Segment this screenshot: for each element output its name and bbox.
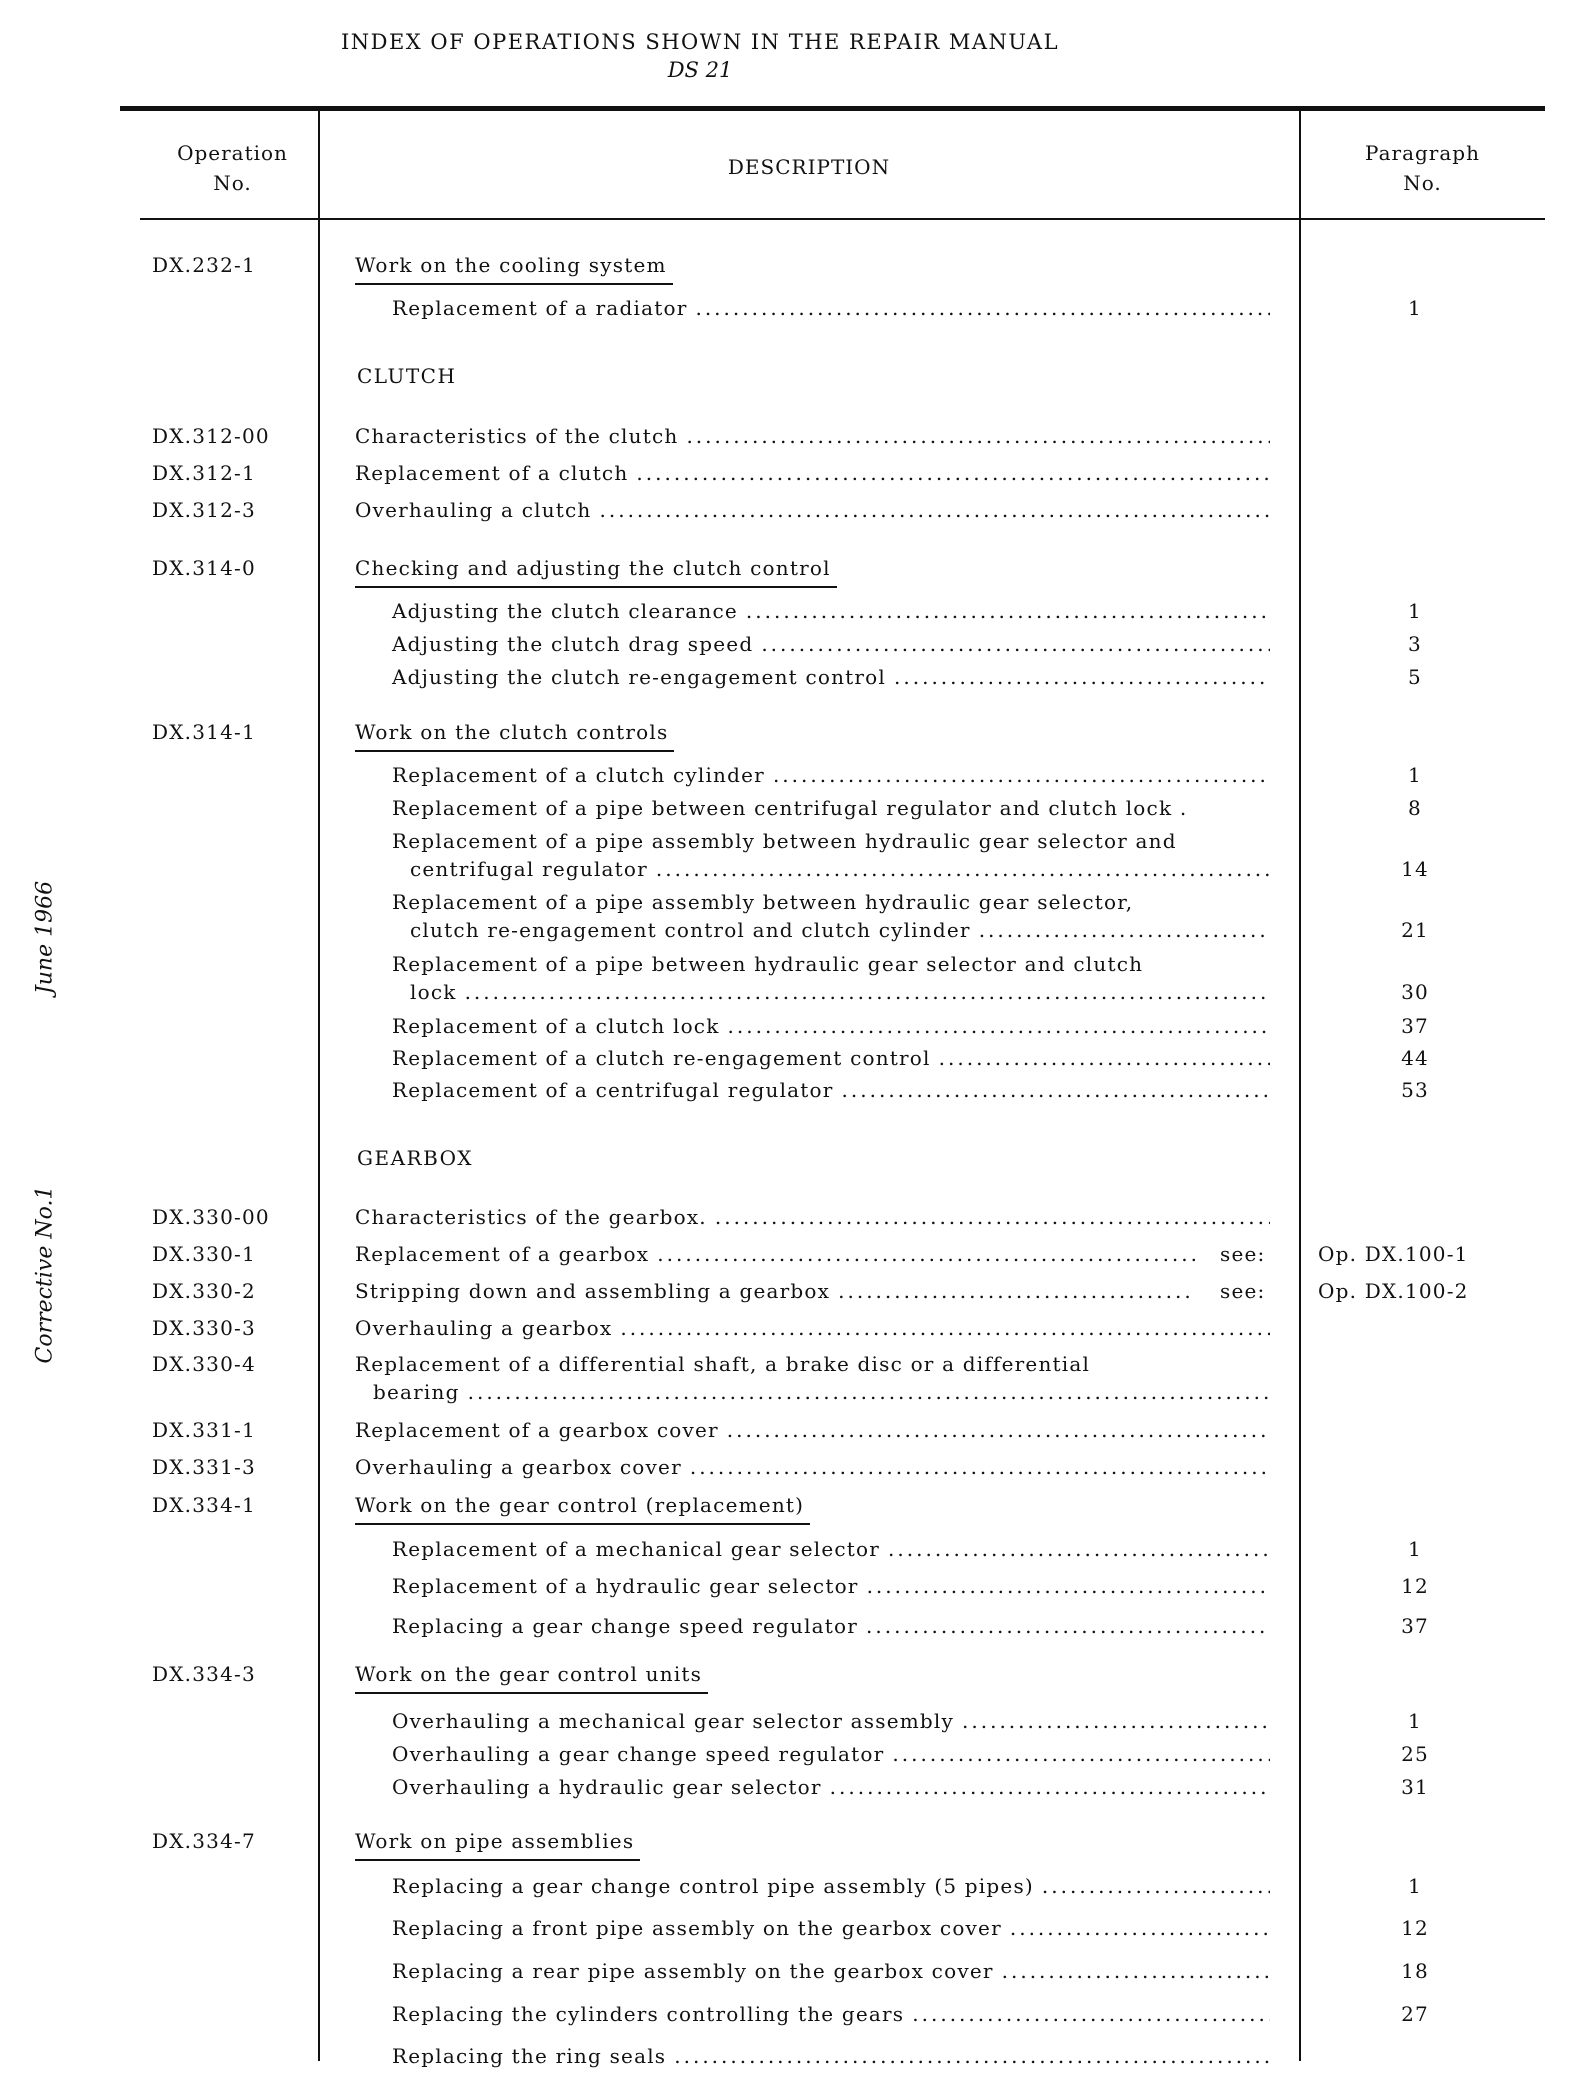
paragraph-number: 1 bbox=[1408, 296, 1422, 320]
operation-number: DX.314-0 bbox=[152, 556, 256, 580]
paragraph-number: 30 bbox=[1401, 980, 1429, 1004]
operation-number: DX.334-7 bbox=[152, 1829, 256, 1853]
paragraph-number: 27 bbox=[1401, 2002, 1429, 2026]
row-description: Replacing the cylinders controlling the gears bbox=[392, 2002, 905, 2026]
row-description: Replacement of a clutch re-engagement control bbox=[392, 1046, 931, 1070]
row-description: Replacing a gear change control pipe assembly (5 pipes) bbox=[392, 1874, 1034, 1898]
group-heading: Work on the clutch controls bbox=[355, 718, 674, 752]
row-description: Overhauling a mechanical gear selector assembly bbox=[392, 1709, 955, 1733]
row-description: Adjusting the clutch drag speed bbox=[392, 632, 754, 656]
top-rule bbox=[120, 106, 1545, 111]
paragraph-number: 1 bbox=[1408, 1537, 1422, 1561]
group-heading: Work on the gear control units bbox=[355, 1660, 708, 1694]
row-description: Replacement of a hydraulic gear selector bbox=[392, 1574, 859, 1598]
row-description: Replacement of a differential shaft, a brake disc or a differential bbox=[355, 1352, 1091, 1376]
operation-number: DX.330-1 bbox=[152, 1242, 256, 1266]
page-subtitle: DS 21 bbox=[667, 58, 733, 82]
row-description: Replacing a front pipe assembly on the gearbox cover bbox=[392, 1916, 1002, 1940]
row-description: Replacement of a pipe assembly between hydraulic gear selector, bbox=[392, 890, 1134, 914]
operation-number: DX.312-1 bbox=[152, 461, 256, 485]
paragraph-number: 31 bbox=[1401, 1775, 1429, 1799]
row-description: Adjusting the clutch re-engagement control bbox=[392, 665, 887, 689]
row-description: Overhauling a clutch bbox=[355, 498, 592, 522]
row-description: Replacement of a clutch cylinder bbox=[392, 763, 765, 787]
row-description: Replacement of a clutch lock bbox=[392, 1014, 720, 1038]
column-divider-left bbox=[318, 111, 320, 2061]
paragraph-number: 1 bbox=[1408, 763, 1422, 787]
operation-number: DX.312-00 bbox=[152, 424, 270, 448]
paragraph-number: 14 bbox=[1401, 857, 1429, 881]
see-label: see: bbox=[1220, 1279, 1266, 1303]
row-description: Replacement of a pipe between centrifugal regulator and clutch lock . bbox=[392, 796, 1188, 820]
operation-number: DX.331-3 bbox=[152, 1455, 256, 1479]
row-description: Replacement of a pipe assembly between hydraulic gear selector and bbox=[392, 829, 1177, 853]
row-description: Overhauling a gearbox cover bbox=[355, 1455, 682, 1479]
paragraph-number: 53 bbox=[1401, 1078, 1429, 1102]
row-description: Adjusting the clutch clearance bbox=[392, 599, 738, 623]
section-gearbox: GEARBOX bbox=[357, 1146, 473, 1170]
side-date: June 1966 bbox=[32, 880, 58, 995]
row-description: Replacing the ring seals bbox=[392, 2044, 667, 2068]
column-header-operation: Operation No. bbox=[177, 141, 288, 195]
paragraph-reference: Op. DX.100-1 bbox=[1318, 1242, 1469, 1266]
row-description: Replacing a rear pipe assembly on the gearbox cover bbox=[392, 1959, 994, 1983]
row-description: Replacement of a mechanical gear selector bbox=[392, 1537, 881, 1561]
row-description: Overhauling a gearbox bbox=[355, 1316, 613, 1340]
page-title: INDEX OF OPERATIONS SHOWN IN THE REPAIR MANUAL bbox=[340, 30, 1060, 54]
row-description: Overhauling a hydraulic gear selector bbox=[392, 1775, 822, 1799]
paragraph-number: 1 bbox=[1408, 599, 1422, 623]
operation-number: DX.331-1 bbox=[152, 1418, 256, 1442]
row-description-cont: clutch re-engagement control and clutch cylinder bbox=[410, 918, 971, 942]
paragraph-number: 25 bbox=[1401, 1742, 1429, 1766]
section-clutch: CLUTCH bbox=[357, 364, 457, 388]
operation-number: DX.312-3 bbox=[152, 498, 256, 522]
paragraph-number: 44 bbox=[1401, 1046, 1429, 1070]
column-header-description: DESCRIPTION bbox=[727, 155, 891, 179]
row-description: Replacement of a centrifugal regulator bbox=[392, 1078, 834, 1102]
group-heading: Work on the gear control (replacement) bbox=[355, 1491, 810, 1525]
row-description: Replacement of a gearbox cover bbox=[355, 1418, 719, 1442]
paragraph-number: 8 bbox=[1408, 796, 1422, 820]
paragraph-number: 5 bbox=[1408, 665, 1422, 689]
column-header-paragraph: Paragraph No. bbox=[1365, 141, 1480, 195]
side-corrective: Corrective No.1 bbox=[32, 1185, 58, 1364]
group-heading: Work on the cooling system bbox=[355, 251, 673, 285]
row-description: Characteristics of the gearbox. bbox=[355, 1205, 707, 1229]
operation-number: DX.314-1 bbox=[152, 720, 256, 744]
row-description-cont: centrifugal regulator bbox=[410, 857, 648, 881]
row-description: Replacement of a radiator bbox=[392, 296, 688, 320]
group-heading: Checking and adjusting the clutch control bbox=[355, 554, 837, 588]
paragraph-number: 21 bbox=[1401, 918, 1429, 942]
row-description-cont: lock bbox=[410, 980, 457, 1004]
row-description: Replacement of a clutch bbox=[355, 461, 629, 485]
row-description: Replacing a gear change speed regulator bbox=[392, 1614, 859, 1638]
operation-number: DX.330-3 bbox=[152, 1316, 256, 1340]
operation-number: DX.330-4 bbox=[152, 1352, 256, 1376]
operation-number: DX.330-00 bbox=[152, 1205, 270, 1229]
header-rule bbox=[140, 218, 1545, 220]
row-description: Characteristics of the clutch bbox=[355, 424, 679, 448]
row-description: Overhauling a gear change speed regulator bbox=[392, 1742, 885, 1766]
see-label: see: bbox=[1220, 1242, 1266, 1266]
row-description-cont: bearing bbox=[373, 1380, 460, 1404]
paragraph-number: 12 bbox=[1401, 1574, 1429, 1598]
paragraph-number: 1 bbox=[1408, 1709, 1422, 1733]
paragraph-reference: Op. DX.100-2 bbox=[1318, 1279, 1469, 1303]
paragraph-number: 37 bbox=[1401, 1614, 1429, 1638]
paragraph-number: 1 bbox=[1408, 1874, 1422, 1898]
row-description: Replacement of a pipe between hydraulic gear selector and clutch bbox=[392, 952, 1144, 976]
operation-number: DX.232-1 bbox=[152, 253, 256, 277]
operation-number: DX.334-3 bbox=[152, 1662, 256, 1686]
operation-number: DX.330-2 bbox=[152, 1279, 256, 1303]
operation-number: DX.334-1 bbox=[152, 1493, 256, 1517]
paragraph-number: 3 bbox=[1408, 632, 1422, 656]
paragraph-number: 18 bbox=[1401, 1959, 1429, 1983]
paragraph-number: 37 bbox=[1401, 1014, 1429, 1038]
paragraph-number: 12 bbox=[1401, 1916, 1429, 1940]
group-heading: Work on pipe assemblies bbox=[355, 1827, 640, 1861]
row-description: Stripping down and assembling a gearbox bbox=[355, 1279, 831, 1303]
row-description: Replacement of a gearbox bbox=[355, 1242, 650, 1266]
